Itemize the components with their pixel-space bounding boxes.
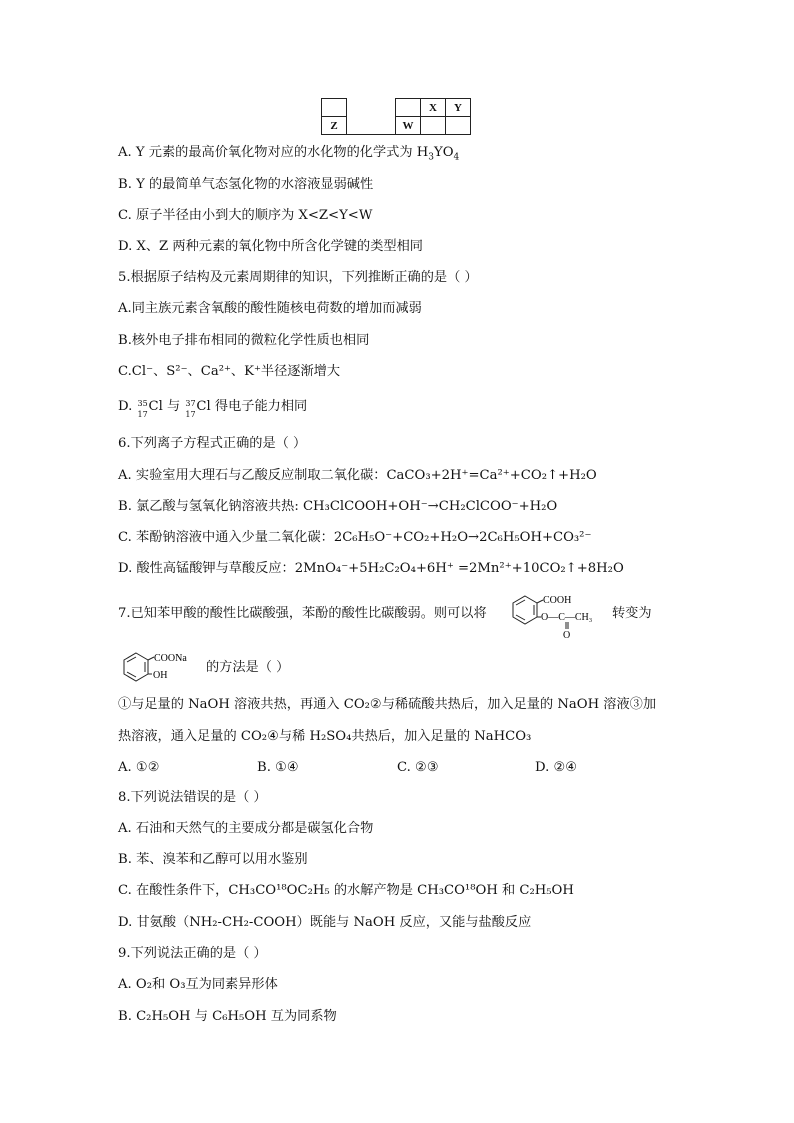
- q4-option-d: D. X、Z 两种元素的氧化物中所含化学键的类型相同: [118, 239, 423, 254]
- q6-option-d: D. 酸性高锰酸钾与草酸反应：2MnO₄⁻+5H₂C₂O₄+6H⁺ =2Mn²⁺+10CO₂↑+8H₂O: [118, 561, 624, 576]
- cell-gap: [347, 99, 372, 117]
- q7-conditions-line1: ①与足量的 NaOH 溶液共热，再通入 CO₂②与稀硫酸共热后，加入足量的 NaOH 溶液③加: [118, 697, 657, 712]
- q7-option-b: B. ①④: [257, 760, 299, 775]
- q4-option-c: C. 原子半径由小到大的顺序为 X<Z<Y<W: [118, 208, 373, 223]
- q7-option-d: D. ②④: [535, 760, 578, 775]
- ester-group: O—C—CH₃: [541, 612, 593, 623]
- q6-stem: 6.下列离子方程式正确的是（ ）: [118, 436, 307, 451]
- q7-method: 的方法是（ ）: [206, 660, 290, 675]
- cell-x: X: [421, 99, 446, 117]
- cell-r1c1: [322, 99, 347, 117]
- periodic-table-fragment: [321, 98, 471, 135]
- cell-gap: [347, 117, 372, 135]
- q8-option-b: B. 苯、溴苯和乙醇可以用水鉴别: [118, 852, 308, 867]
- q4-option-a: A. Y 元素的最高价氧化物对应的水化物的化学式为 $H_3YO_4$: [118, 145, 460, 163]
- q6-option-c: C. 苯酚钠溶液中通入少量二氧化碳：2C₆H₅O⁻+CO₂+H₂O→2C₆H₅OH+CO₃²⁻: [118, 530, 592, 545]
- q5-option-a: A.同主族元素含氧酸的酸性随核电荷数的增加而减弱: [118, 301, 422, 316]
- q9-option-b: B. C₂H₅OH 与 C₆H₅OH 互为同系物: [118, 1009, 337, 1024]
- cell-z: Z: [322, 117, 347, 135]
- cell-r2c5: [421, 117, 446, 135]
- q5-option-d: D. 35 17 Cl 与 37 17 Cl 得电子能力相同: [118, 399, 308, 419]
- isotope-cl35: 35 17: [137, 399, 148, 419]
- cell-w: W: [396, 117, 421, 135]
- q8-option-d: D. 甘氨酸（NH₂-CH₂-COOH）既能与 NaOH 反应，又能与盐酸反应: [118, 915, 532, 930]
- cell-gap: [371, 99, 396, 117]
- carbonyl-oxygen: O: [563, 630, 571, 641]
- q6-option-a: A. 实验室用大理石与乙酸反应制取二氧化碳：CaCO₃+2H⁺=Ca²⁺+CO₂↑+H₂O: [118, 468, 597, 483]
- cell-gap: [371, 117, 396, 135]
- q9-option-a: A. O₂和 O₃互为同素异形体: [118, 977, 278, 992]
- q7-options: [118, 758, 688, 778]
- sodium-salicylate-structure: [118, 651, 208, 687]
- q7-conditions-line2: 热溶液，通入足量的 CO₂④与稀 H₂SO₄共热后，加入足量的 NaHCO₃: [118, 729, 532, 744]
- q4-option-b: B. Y 的最简单气态氢化物的水溶液显弱碱性: [118, 177, 374, 192]
- q6-option-b: B. 氯乙酸与氢氧化钠溶液共热: CH₃ClCOOH+OH⁻→CH₂ClCOO⁻+H₂O: [118, 499, 558, 514]
- cell-r2c6: [446, 117, 471, 135]
- q7-option-a: A. ①②: [118, 760, 160, 775]
- q5-stem: 5.根据原子结构及元素周期律的知识，下列推断正确的是（ ）: [118, 270, 478, 285]
- q8-option-c: C. 在酸性条件下，CH₃CO¹⁸OC₂H₅ 的水解产物是 CH₃CO¹⁸OH 和 C₂H₅OH: [118, 883, 574, 898]
- q8-stem: 8.下列说法错误的是（ ）: [118, 790, 267, 805]
- q9-stem: 9.下列说法正确的是（ ）: [118, 946, 267, 961]
- oh-group: OH: [153, 670, 168, 681]
- isotope-cl37: 37 17: [185, 399, 196, 419]
- q5-option-b: B.核外电子排布相同的微粒化学性质也相同: [118, 333, 370, 348]
- coona-group: COONa: [154, 653, 187, 664]
- cell-y: Y: [446, 99, 471, 117]
- q7-stem: 7.已知苯甲酸的酸性比碳酸强，苯酚的酸性比碳酸弱。则可以将: [118, 606, 487, 621]
- q8-option-a: A. 石油和天然气的主要成分都是碳氢化合物: [118, 821, 374, 836]
- q5-option-c: C.Cl⁻、S²⁻、Ca²⁺、K⁺半径逐渐增大: [118, 364, 341, 379]
- cooh-group: COOH: [543, 595, 572, 606]
- aspirin-structure: [508, 591, 612, 643]
- q7-option-c: C. ②③: [397, 760, 439, 775]
- cell-r1c4: [396, 99, 421, 117]
- q7-stem-tail: 转变为: [612, 606, 652, 621]
